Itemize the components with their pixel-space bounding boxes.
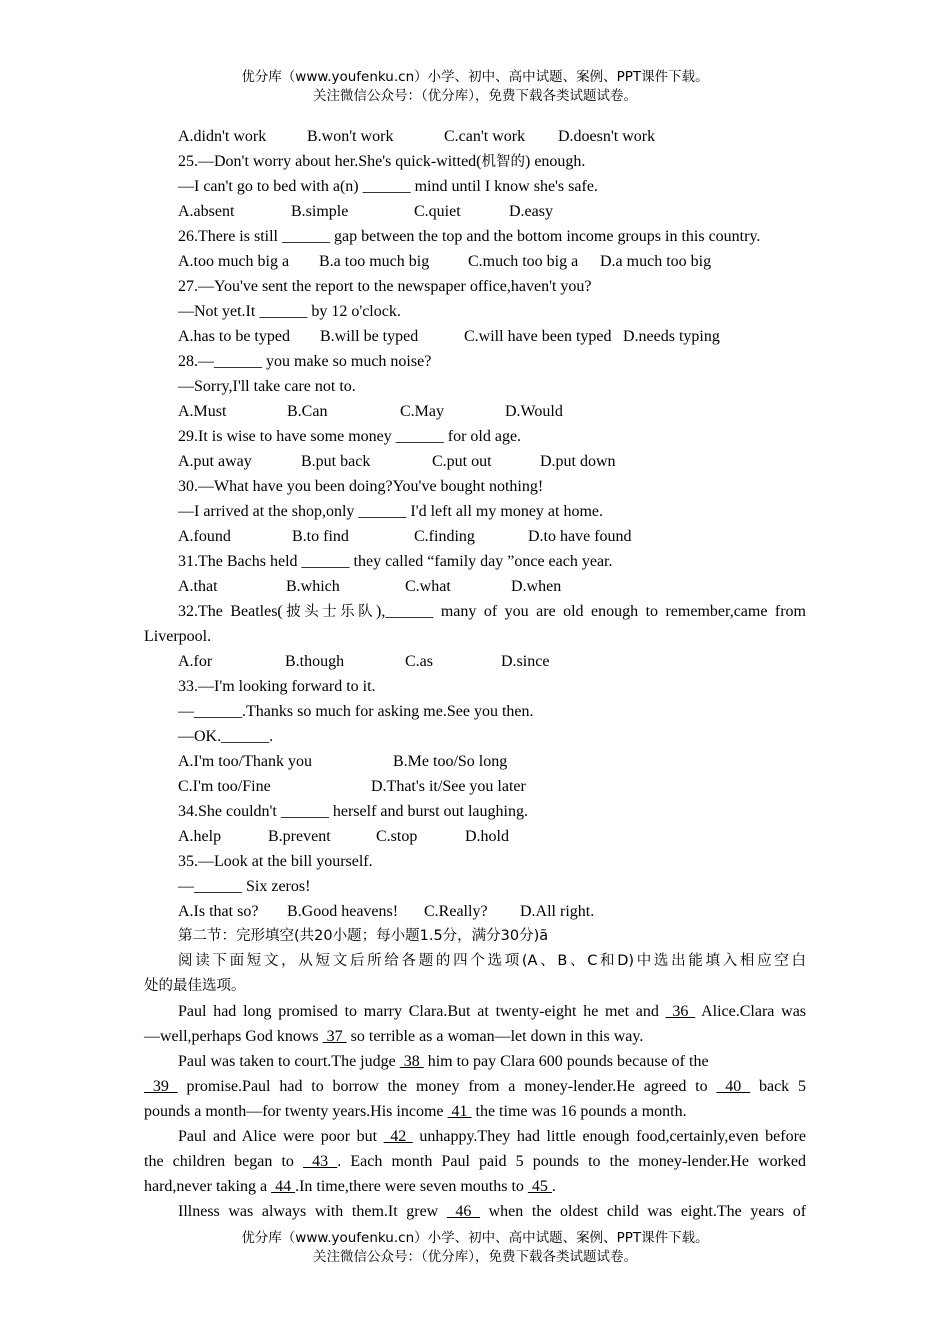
q30-options [144,524,806,549]
q32-stem: 32.The Beatles(披头士乐队),______ many of you are old enough to remember,came from [178,603,806,620]
passage-line: Paul had long promised to marry Clara.But at twenty-eight he met and 36 Alice.Clara was [178,1003,806,1020]
q28-stem: 28.—______ you make so much noise? [178,353,432,370]
footer-line-2: 关注微信公众号：（优分库），免费下载各类试题试卷。 [313,1249,637,1265]
q32-option-c: C.as [405,653,433,670]
q28-option-b: B.Can [287,403,328,420]
q24-option-b: B.won't work [307,128,394,145]
q35-stem-2: —______ Six zeros! [178,878,311,895]
footer-line-1: 优分库（www.youfenku.cn）小学、初中、高中试题、案例、PPT课件下载。 [241,1230,709,1246]
q29-option-d: D.put down [540,453,616,470]
q35-option-c: C.Really? [424,903,488,920]
passage-line: pounds a month—for twenty years.His income 41 the time was 16 pounds a month. [144,1103,687,1120]
q29-option-a: A.put away [178,453,252,470]
q26-option-a: A.too much big a [178,253,290,270]
q35-option-a: A.Is that so? [178,903,259,920]
q25-options [144,199,806,224]
blank-44: 44 [271,1178,296,1195]
q25-option-b: B.simple [291,203,349,220]
q27-option-b: B.will be typed [320,328,419,345]
passage-line: hard,never taking a 44 .In time,there were seven mouths to 45 . [144,1178,556,1195]
q34-options [144,824,806,849]
passage-line: 39 promise.Paul had to borrow the money from a money-lender.He agreed to 40 back 5 [144,1078,806,1095]
q35-stem: 35.—Look at the bill yourself. [178,853,373,870]
q32-option-a: A.for [178,653,213,670]
q32-option-d: D.since [501,653,550,670]
exam-content [144,124,806,1224]
q25-option-c: C.quiet [414,203,461,220]
header-line-1: 优分库（www.youfenku.cn）小学、初中、高中试题、案例、PPT课件下载。 [241,69,709,85]
q27-option-a: A.has to be typed [178,328,290,345]
q28-option-a: A.Must [178,403,227,420]
q25-stem-2: —I can't go to bed with a(n) ______ mind until I know she's safe. [178,178,598,195]
q24-options [144,124,806,149]
q28-option-c: C.May [400,403,444,420]
q30-option-d: D.to have found [528,528,632,545]
q34-option-c: C.stop [376,828,418,845]
q33-options-row-2 [144,774,806,799]
q24-option-c: C.can't work [444,128,526,145]
blank-41: 41 [447,1103,472,1120]
q27-stem: 27.—You've sent the report to the newspaper office,haven't you? [178,278,592,295]
q32-option-b: B.though [285,653,345,670]
q33-option-a: A.I'm too/Thank you [178,753,312,770]
q26-option-c: C.much too big a [468,253,579,270]
q35-option-b: B.Good heavens! [287,903,399,920]
q34-option-b: B.prevent [268,828,331,845]
q33-options-row-1 [144,749,806,774]
q29-option-c: C.put out [432,453,492,470]
blank-39: 39 [144,1078,178,1095]
passage-line: —well,perhaps God knows 37 so terrible as a woman—let down in this way. [144,1028,644,1045]
q29-options [144,449,806,474]
q29-option-b: B.put back [301,453,371,470]
passage-line: Illness was always with them.It grew 46 when the oldest child was eight.The years of [178,1203,806,1220]
q31-option-c: C.what [405,578,451,595]
q27-option-c: C.will have been typed [464,328,612,345]
blank-37: 37 [322,1028,347,1045]
blank-42: 42 [383,1128,413,1145]
blank-43: 43 [303,1153,338,1170]
section-2-instructions-cont: 处的最佳选项。 [144,978,246,994]
blank-40: 40 [716,1078,751,1095]
q31-option-a: A.that [178,578,218,595]
q33-option-b: B.Me too/So long [393,753,508,770]
q24-option-a: A.didn't work [178,128,267,145]
passage-line: the children began to 43 . Each month Paul paid 5 pounds to the money-lender.He worked [144,1153,806,1170]
header-line-2: 关注微信公众号：（优分库），免费下载各类试题试卷。 [313,88,637,104]
blank-36: 36 [665,1003,696,1020]
q24-option-d: D.doesn't work [558,128,656,145]
q31-option-b: B.which [286,578,340,595]
q27-options [144,324,806,349]
q35-options [144,899,806,924]
blank-38: 38 [399,1053,424,1070]
q33-stem-2: —______.Thanks so much for asking me.See you then. [178,703,534,720]
q27-stem-2: —Not yet.It ______ by 12 o'clock. [178,303,401,320]
q30-option-c: C.finding [414,528,475,545]
q34-stem: 34.She couldn't ______ herself and burst out laughing. [178,803,528,820]
q25-option-d: D.easy [509,203,553,220]
q26-stem: 26.There is still ______ gap between the top and the bottom income groups in this country. [178,228,761,245]
passage-line: Paul was taken to court.The judge 38 him to pay Clara 600 pounds because of the [178,1053,709,1070]
q31-stem: 31.The Bachs held ______ they called “family day ”once each year. [178,553,613,570]
blank-46: 46 [446,1203,481,1220]
q34-option-a: A.help [178,828,222,845]
q28-options [144,399,806,424]
q30-stem: 30.—What have you been doing?You've bought nothing! [178,478,544,495]
section-2-instructions: 阅读下面短文，从短文后所给各题的四个选项(A、B、C和D)中选出能填入相应空白 [178,953,806,969]
page-header [0,68,950,106]
q34-option-d: D.hold [465,828,509,845]
page-footer [0,1229,950,1267]
q26-options [144,249,806,274]
q33-stem: 33.—I'm looking forward to it. [178,678,376,695]
q25-option-a: A.absent [178,203,235,220]
q30-stem-2: —I arrived at the shop,only ______ I'd left all my money at home. [178,503,604,520]
q26-option-d: D.a much too big [600,253,712,270]
q32-options [144,649,806,674]
q33-option-d: D.That's it/See you later [371,778,526,795]
q28-stem-2: —Sorry,I'll take care not to. [178,378,356,395]
q30-option-a: A.found [178,528,231,545]
q31-option-d: D.when [511,578,562,595]
passage-line: Paul and Alice were poor but 42 unhappy.They had little enough food,certainly,even before [178,1128,806,1145]
q30-option-b: B.to find [292,528,349,545]
q28-option-d: D.Would [505,403,563,420]
q32-stem-cont: Liverpool. [144,628,212,645]
q31-options [144,574,806,599]
q35-option-d: D.All right. [520,903,595,920]
q33-option-c: C.I'm too/Fine [178,778,271,795]
section-2-title: 第二节：完形填空(共20小题；每小题1.5分，满分30分)ã [178,928,549,944]
q29-stem: 29.It is wise to have some money ______ for old age. [178,428,522,445]
q26-option-b: B.a too much big [319,253,430,270]
blank-45: 45 [527,1178,552,1195]
q25-stem: 25.—Don't worry about her.She's quick-witted(机智的) enough. [178,153,586,170]
q27-option-d: D.needs typing [623,328,720,345]
q33-stem-3: —OK.______. [178,728,274,745]
